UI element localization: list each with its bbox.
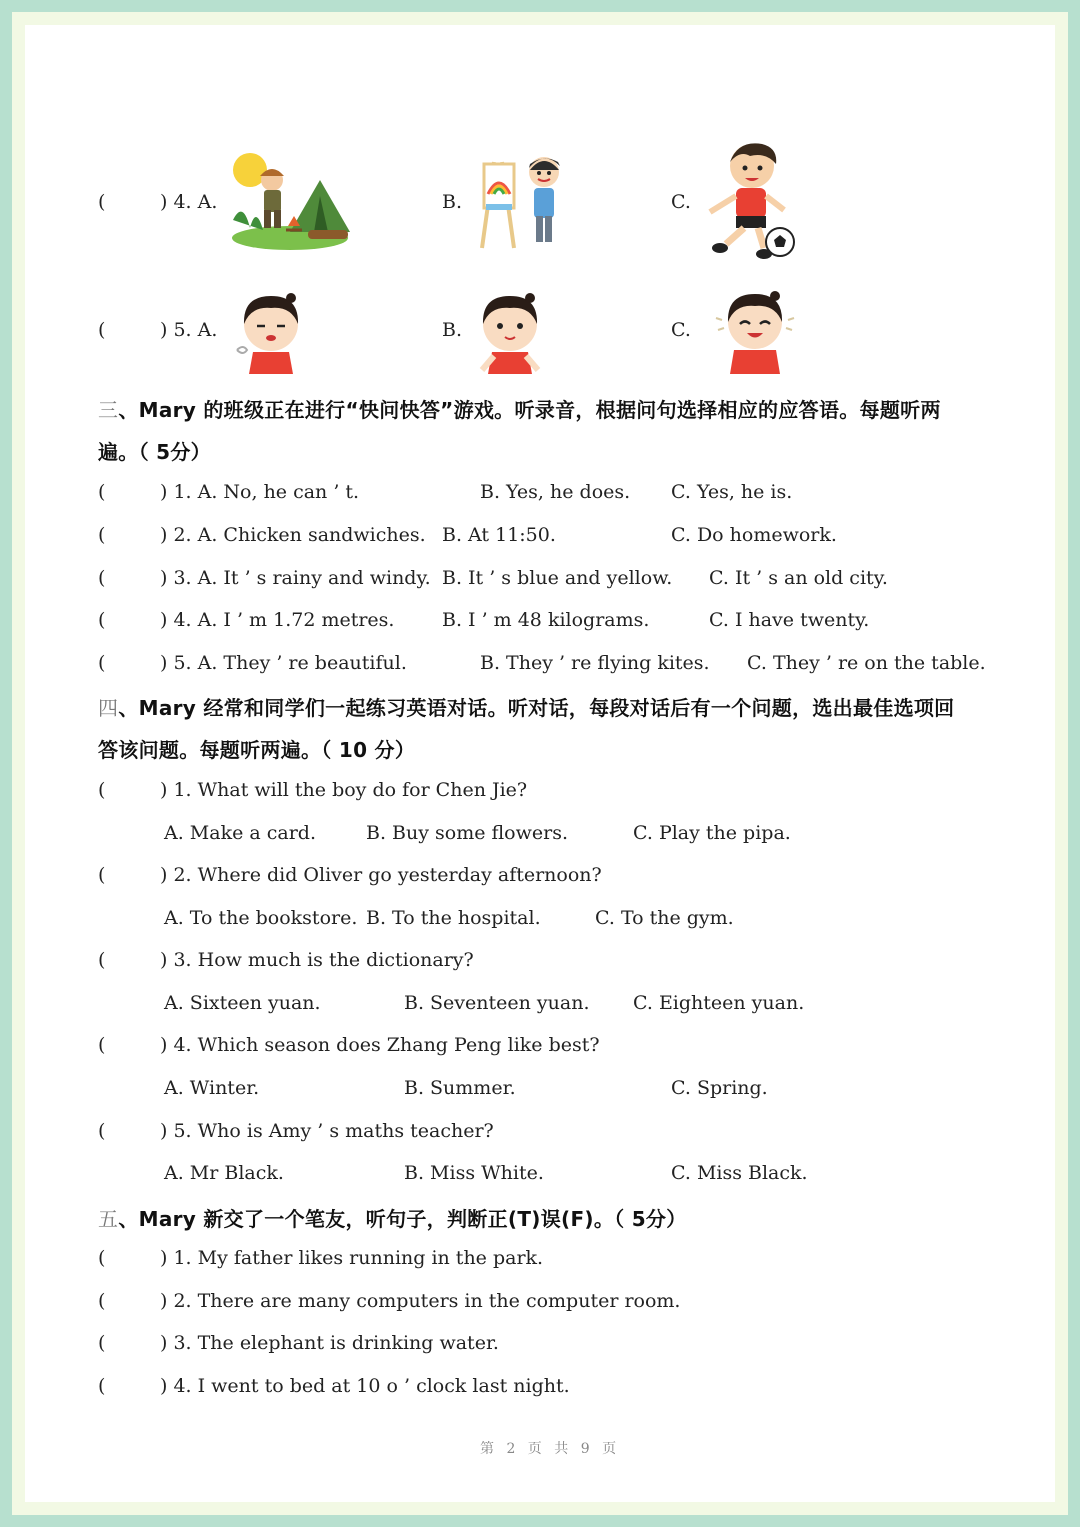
section-5-numeral: 五 — [98, 1207, 119, 1231]
question-option-b: B. It ’ s blue and yellow. — [442, 567, 673, 589]
girl-picture — [474, 290, 546, 376]
question-text: ) 2. Where did Oliver go yesterday afternoon? — [160, 864, 602, 886]
statement-text: ) 2. There are many computers in the computer room. — [160, 1290, 681, 1312]
question-option-b: B. Yes, he does. — [480, 481, 631, 503]
section-4-title-line-2: 答该问题。每题听两遍。（ 10 分） — [98, 738, 416, 762]
football-boy-picture — [700, 140, 796, 262]
option-a: A. Mr Black. — [164, 1162, 284, 1184]
option-b: B. Miss White. — [404, 1162, 544, 1184]
question-option-a: ) 3. A. It ’ s rainy and windy. — [160, 567, 431, 589]
option-b-label: B. — [442, 319, 463, 341]
answer-paren: ( — [98, 1375, 106, 1397]
option-b: B. Summer. — [404, 1077, 516, 1099]
question-text: ) 3. How much is the dictionary? — [160, 949, 474, 971]
statement-text: ) 3. The elephant is drinking water. — [160, 1332, 499, 1354]
answer-paren: ( — [98, 1034, 106, 1056]
section-5-title: 五、Mary 新交了一个笔友，听句子，判断正(T)误(F)。（ 5分） — [98, 1207, 687, 1231]
question-option-c: C. It ’ s an old city. — [709, 567, 888, 589]
answer-paren: ( — [98, 779, 106, 801]
answer-paren: ( — [98, 481, 106, 503]
option-a: A. To the bookstore. — [164, 907, 358, 929]
question-number: ) 5. A. — [160, 319, 218, 341]
question-option-b: B. They ’ re flying kites. — [480, 652, 710, 674]
camping-boy-picture — [228, 150, 353, 252]
option-b: B. To the hospital. — [366, 907, 541, 929]
answer-paren: ( — [98, 949, 106, 971]
question-option-a: ) 2. A. Chicken sandwiches. — [160, 524, 426, 546]
question-option-b: B. At 11:50. — [442, 524, 556, 546]
question-option-a: ) 5. A. They ’ re beautiful. — [160, 652, 407, 674]
option-a: A. Winter. — [164, 1077, 260, 1099]
question-option-a: ) 1. A. No, he can ’ t. — [160, 481, 360, 503]
answer-paren: ( — [98, 1332, 106, 1354]
question-option-b: B. I ’ m 48 kilograms. — [442, 609, 650, 631]
question-text: ) 1. What will the boy do for Chen Jie? — [160, 779, 528, 801]
question-number: ) 4. A. — [160, 191, 218, 213]
option-b-label: B. — [442, 191, 463, 213]
question-option-c: C. They ’ re on the table. — [747, 652, 986, 674]
option-c-label: C. — [671, 319, 691, 341]
answer-paren: ( — [98, 567, 106, 589]
question-text: ) 5. Who is Amy ’ s maths teacher? — [160, 1120, 494, 1142]
page-number-footer: 第 2 页 共 9 页 — [480, 1441, 621, 1457]
section-3-title-line-1: 三、Mary 的班级正在进行“快问快答”游戏。听录音，根据问句选择相应的应答语。每题听两 — [98, 398, 941, 422]
option-c-label: C. — [671, 191, 691, 213]
option-c: C. Play the pipa. — [633, 822, 791, 844]
answer-paren: ( — [98, 1120, 106, 1142]
option-a: A. Sixteen yuan. — [164, 992, 321, 1014]
option-b: B. Buy some flowers. — [366, 822, 568, 844]
option-c: C. Eighteen yuan. — [633, 992, 805, 1014]
question-option-c: C. Yes, he is. — [671, 481, 793, 503]
answer-paren: ( — [98, 191, 106, 213]
cold-girl-picture — [235, 290, 307, 376]
question-option-c: C. I have twenty. — [709, 609, 870, 631]
answer-paren: ( — [98, 1247, 106, 1269]
option-c: C. Miss Black. — [671, 1162, 808, 1184]
answer-paren: ( — [98, 319, 106, 341]
statement-text: ) 4. I went to bed at 10 o ’ clock last night. — [160, 1375, 570, 1397]
section-3-numeral: 三 — [98, 398, 119, 422]
section-4-title-line-1: 四、Mary 经常和同学们一起练习英语对话。听对话，每段对话后有一个问题，选出最佳选项回 — [98, 696, 955, 720]
question-option-a: ) 4. A. I ’ m 1.72 metres. — [160, 609, 395, 631]
option-c: C. Spring. — [671, 1077, 768, 1099]
question-option-c: C. Do homework. — [671, 524, 837, 546]
option-a: A. Make a card. — [164, 822, 316, 844]
painting-boy-picture — [474, 150, 574, 250]
question-text: ) 4. Which season does Zhang Peng like best? — [160, 1034, 600, 1056]
option-b: B. Seventeen yuan. — [404, 992, 590, 1014]
happy-girl-picture — [712, 288, 798, 376]
section-3-title-line-2: 遍。（ 5分） — [98, 440, 211, 464]
answer-paren: ( — [98, 1290, 106, 1312]
statement-text: ) 1. My father likes running in the park. — [160, 1247, 544, 1269]
option-c: C. To the gym. — [595, 907, 734, 929]
answer-paren: ( — [98, 864, 106, 886]
answer-paren: ( — [98, 652, 106, 674]
answer-paren: ( — [98, 609, 106, 631]
answer-paren: ( — [98, 524, 106, 546]
section-4-numeral: 四 — [98, 696, 119, 720]
